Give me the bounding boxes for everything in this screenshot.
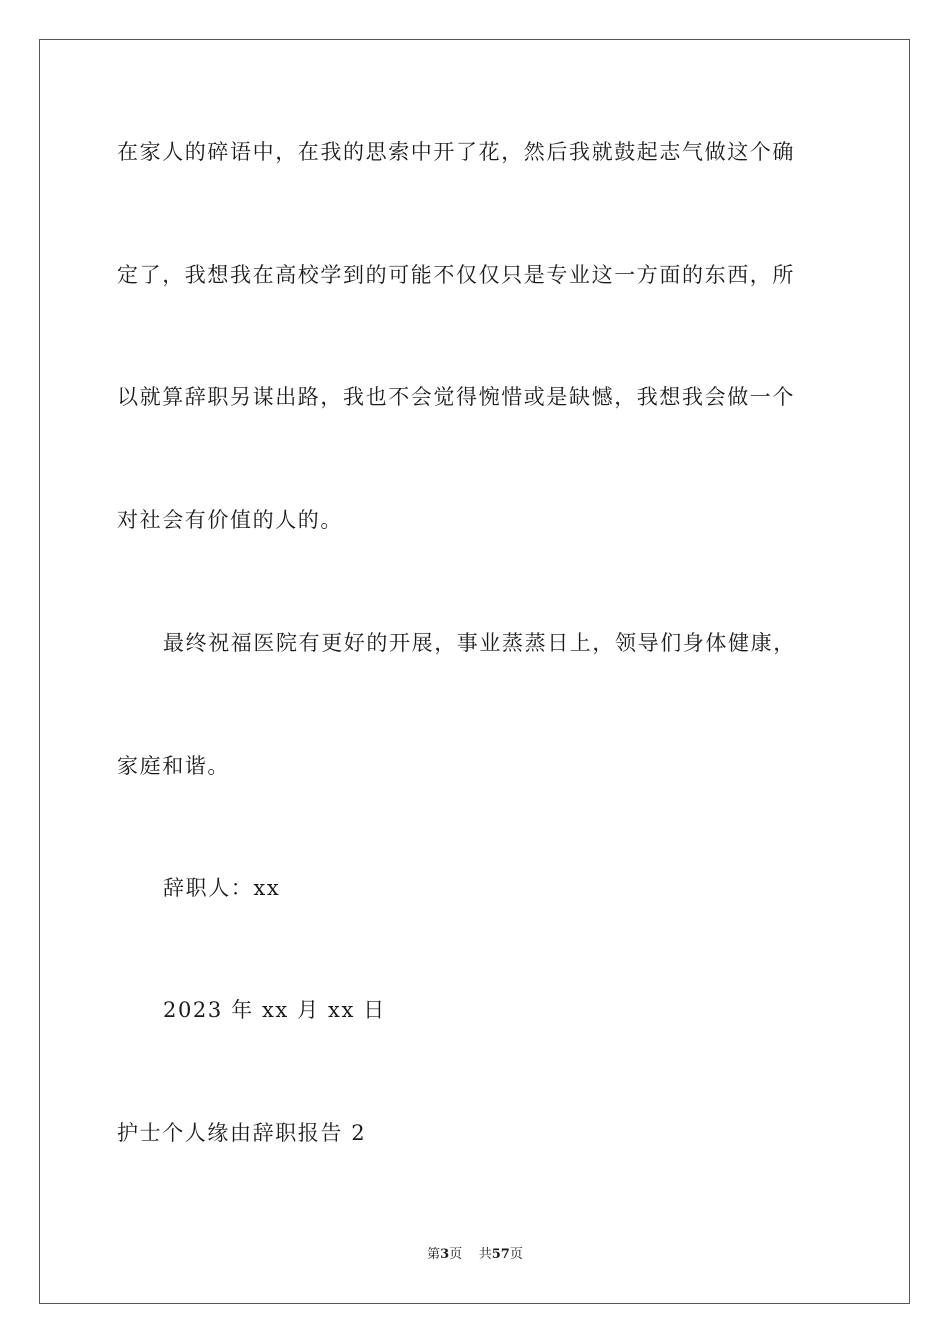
footer-total-prefix: 共 [478, 1247, 492, 1262]
footer-page-prefix: 第 [427, 1247, 441, 1262]
footer-total-pages: 57 [491, 1247, 510, 1262]
date-line: 2023 年 xx 月 xx 日 [163, 998, 386, 1022]
footer-page-suffix: 页 [449, 1247, 463, 1262]
body-line-3: 以就算辞职另谋出路，我也不会觉得惋惜或是缺憾，我想我会做一个 [117, 385, 795, 409]
page-footer [0, 1246, 950, 1264]
body-line-2: 定了，我想我在高校学到的可能不仅仅只是专业这一方面的东西，所 [117, 263, 795, 287]
signature-line: 辞职人：xx [163, 876, 281, 900]
page-frame [39, 39, 910, 1304]
body-line-4: 对社会有价值的人的。 [117, 508, 343, 532]
section-heading: 护士个人缘由辞职报告 2 [117, 1121, 367, 1145]
closing-wish-line-1: 最终祝福医院有更好的开展，事业蒸蒸日上，领导们身体健康， [163, 631, 796, 655]
closing-wish-line-2: 家庭和谐。 [117, 754, 230, 778]
footer-total-suffix: 页 [509, 1247, 523, 1262]
footer-page-number: 3 [440, 1247, 450, 1262]
body-line-1: 在家人的碎语中，在我的思索中开了花，然后我就鼓起志气做这个确 [117, 140, 795, 164]
